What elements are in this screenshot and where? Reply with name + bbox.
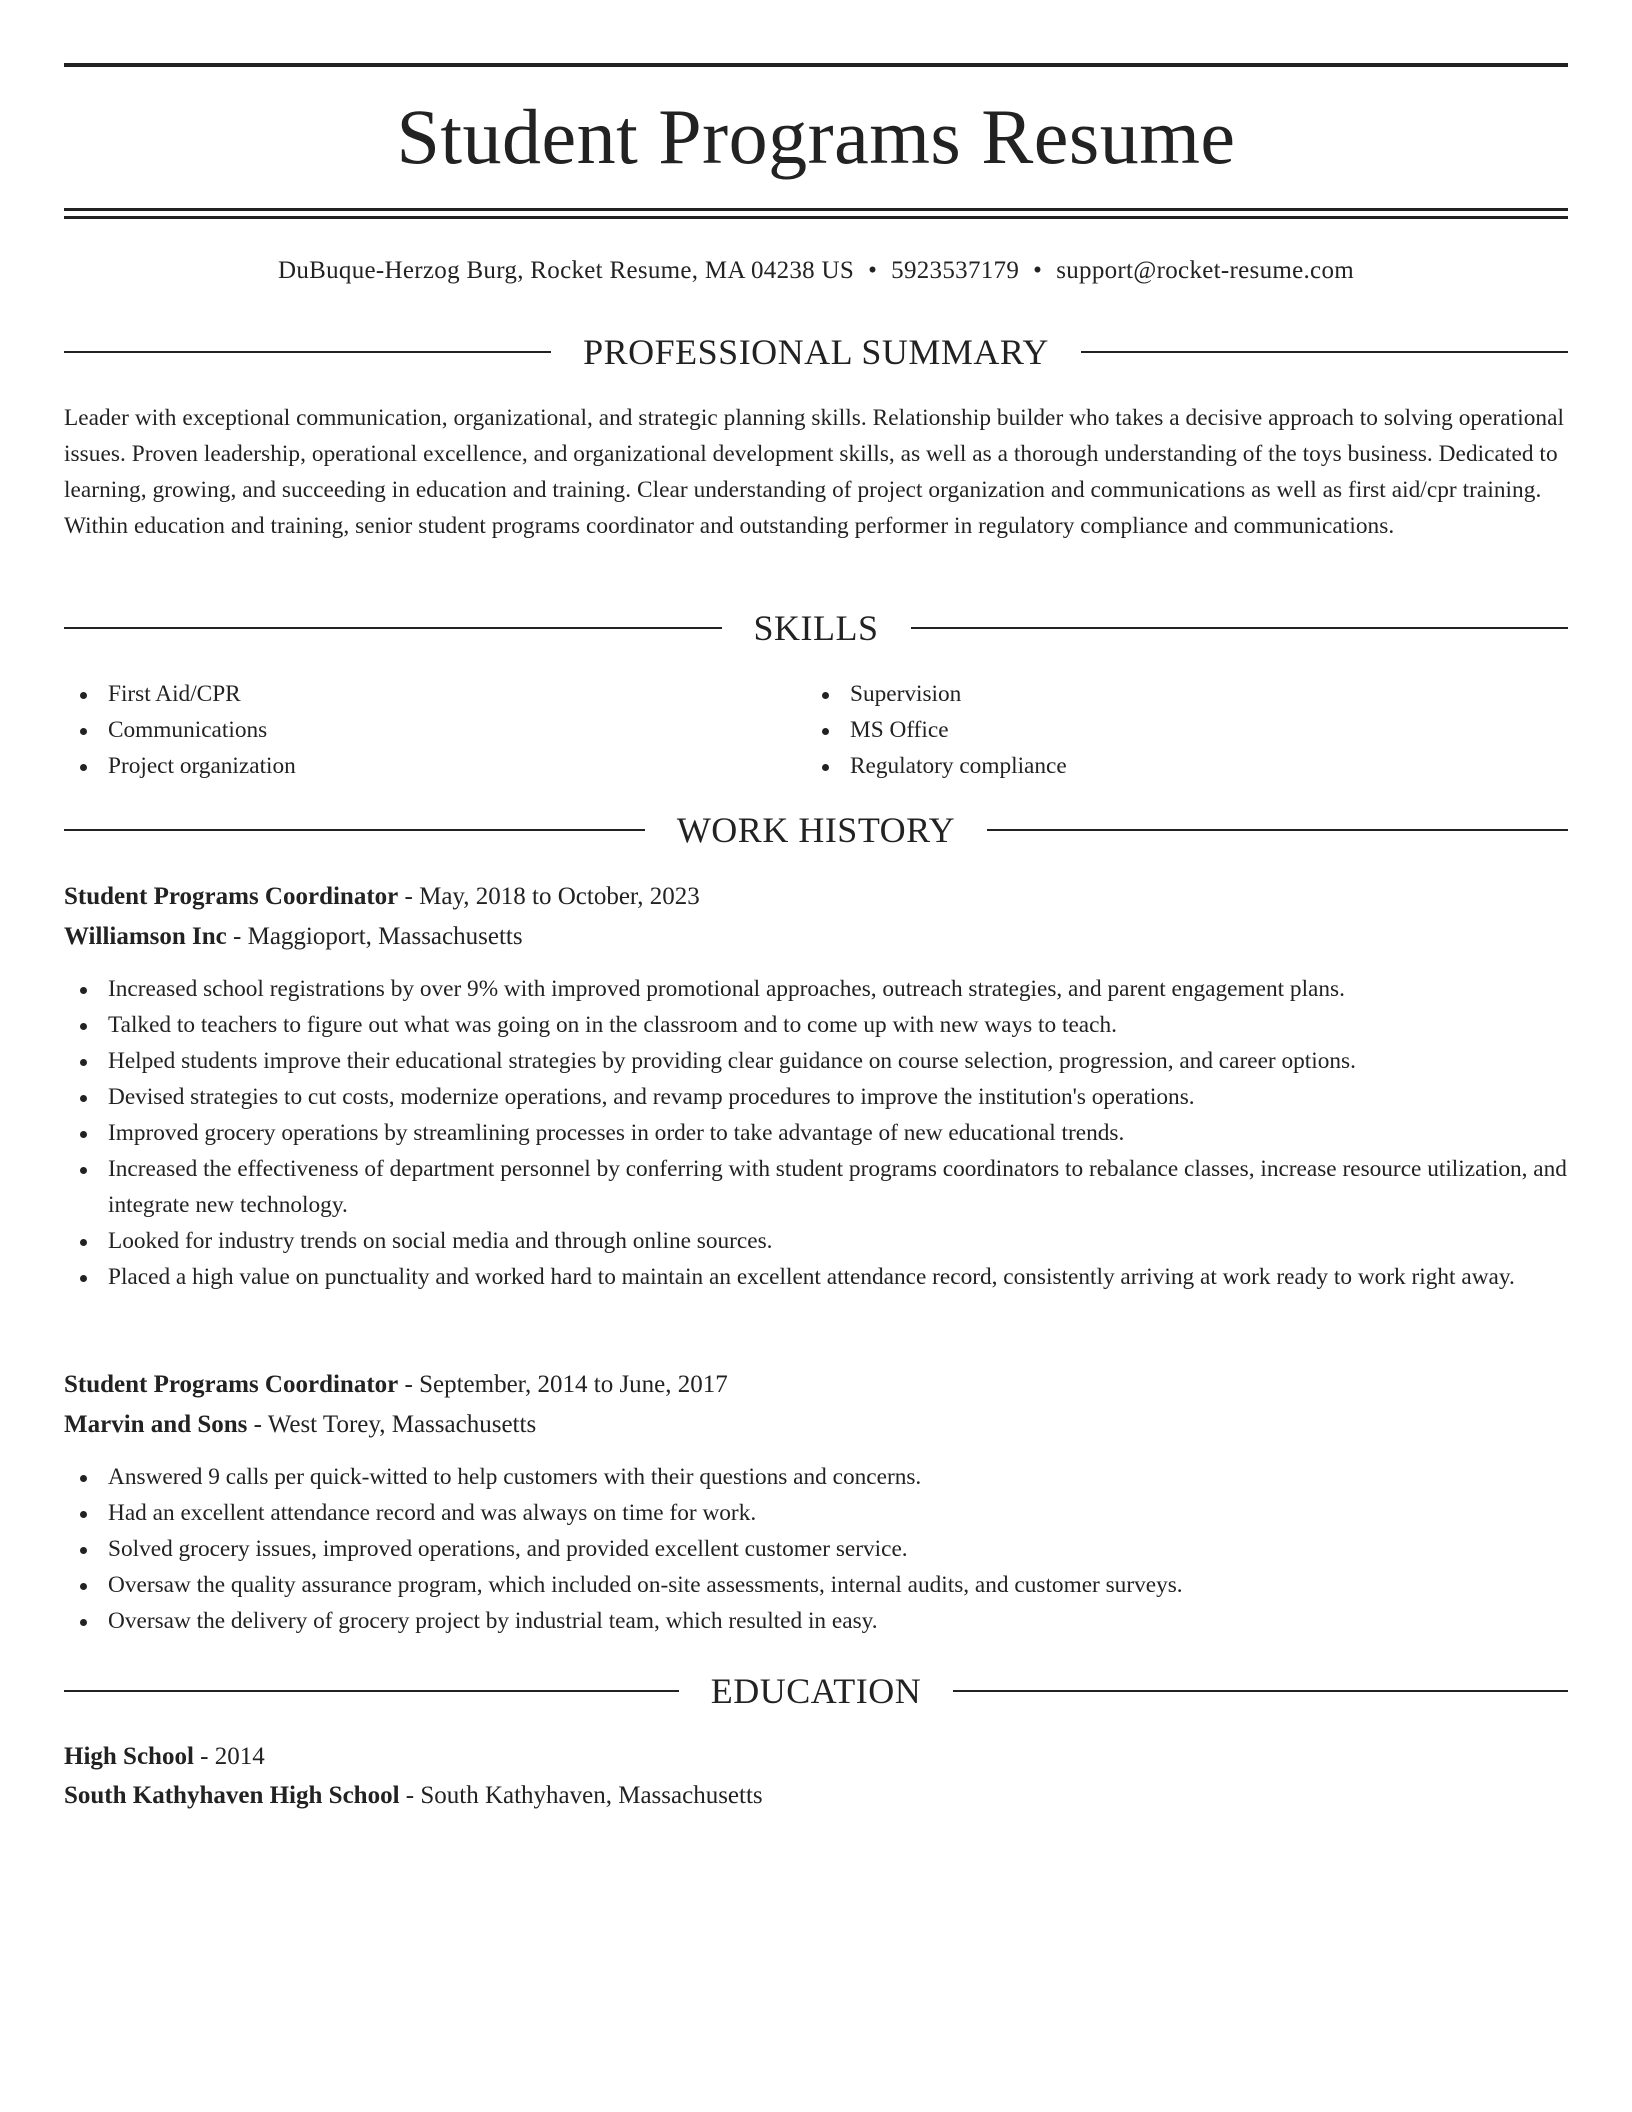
section-heading-skills xyxy=(64,606,1568,650)
job-company-line xyxy=(64,919,1568,955)
skill-item: Regulatory compliance xyxy=(806,748,1506,784)
heading-rule xyxy=(64,1690,679,1692)
contact-address: DuBuque-Herzog Burg, Rocket Resume, MA 04238 US xyxy=(277,257,855,284)
job-bullet: Oversaw the quality assurance program, which included on-site assessments, internal audits, and customer surveys. xyxy=(64,1567,1568,1603)
education-degree-line xyxy=(64,1739,1568,1775)
education-year: - 2014 xyxy=(193,1743,265,1770)
heading-rule xyxy=(1081,351,1568,353)
heading-rule xyxy=(911,627,1569,629)
education-degree: High School xyxy=(64,1743,194,1770)
job-bullets xyxy=(64,971,1568,1295)
section-title: PROFESSIONAL SUMMARY xyxy=(583,332,1049,372)
job-bullet: Increased school registrations by over 9% with improved promotional approaches, outreach strategies, and parent engagement plans. xyxy=(64,971,1568,1007)
skill-item: Communications xyxy=(64,712,764,748)
skill-item: Supervision xyxy=(806,676,1506,712)
heading-rule xyxy=(987,829,1568,831)
job-bullet: Devised strategies to cut costs, modernize operations, and revamp procedures to improve the institution's operations. xyxy=(64,1079,1568,1115)
section-heading-work xyxy=(64,808,1568,852)
job-bullet: Talked to teachers to figure out what was going on in the classroom and to come up with new ways to teach. xyxy=(64,1007,1568,1043)
heading-rule xyxy=(64,351,551,353)
job-bullet: Placed a high value on punctuality and worked hard to maintain an excellent attendance record, consistently arriving at work ready to work right away. xyxy=(64,1259,1568,1295)
job-dates: - September, 2014 to June, 2017 xyxy=(398,1371,728,1398)
job-dates: - May, 2018 to October, 2023 xyxy=(398,883,700,910)
job-bullets xyxy=(64,1459,1568,1639)
heading-rule xyxy=(953,1690,1568,1692)
job-bullet: Improved grocery operations by streamlining processes in order to take advantage of new educational trends. xyxy=(64,1115,1568,1151)
section-heading-education xyxy=(64,1669,1568,1713)
job-title: Student Programs Coordinator xyxy=(64,883,399,910)
education-location: - South Kathyhaven, Massachusetts xyxy=(399,1782,763,1809)
job-bullet: Increased the effectiveness of department personnel by conferring with student programs coordinators to rebalance classes, increase resource utilization, and integrate new technology. xyxy=(64,1151,1568,1223)
job-bullet: Looked for industry trends on social media and through online sources. xyxy=(64,1223,1568,1259)
job-bullet: Had an excellent attendance record and was always on time for work. xyxy=(64,1495,1568,1531)
title-rule-upper xyxy=(64,208,1568,211)
contact-separator: • xyxy=(868,257,878,284)
job-bullet: Helped students improve their educational strategies by providing clear guidance on course selection, progression, and career options. xyxy=(64,1043,1568,1079)
contact-line xyxy=(64,253,1568,289)
contact-email: support@rocket-resume.com xyxy=(1056,257,1354,284)
job-bullet: Oversaw the delivery of grocery project by industrial team, which resulted in easy. xyxy=(64,1603,1568,1639)
heading-rule xyxy=(64,829,645,831)
job-location: - Maggioport, Massachusetts xyxy=(226,923,523,950)
title-rule-lower xyxy=(64,216,1568,219)
skill-item: Project organization xyxy=(64,748,764,784)
skill-item: First Aid/CPR xyxy=(64,676,764,712)
contact-phone: 5923537179 xyxy=(891,257,1020,284)
job-title-line xyxy=(64,1367,1568,1403)
section-heading-summary xyxy=(64,330,1568,374)
summary-text: Leader with exceptional communication, organizational, and strategic planning skills. Relationship builder who takes a decisive approach to solving operational issues. Proven leadership, operational excellence, and organizational development skills, as well as a thorough understanding of the toys business. Dedicated to learning, growing, and succeeding in education and training. Clear understanding of project organization and communications as well as first aid/cpr training. Within education and training, senior student programs coordinator and outstanding performer in regulatory compliance and communications. xyxy=(64,405,1565,539)
job-company-line xyxy=(64,1407,1568,1443)
job-title-line xyxy=(64,879,1568,915)
skills-list-right xyxy=(806,676,1506,784)
section-title: SKILLS xyxy=(753,608,879,648)
education-school: South Kathyhaven High School xyxy=(64,1782,400,1809)
top-rule xyxy=(64,63,1568,67)
job-company: Williamson Inc xyxy=(64,923,227,950)
resume-title: Student Programs Resume xyxy=(396,93,1236,180)
section-title: WORK HISTORY xyxy=(676,810,956,850)
section-title: EDUCATION xyxy=(710,1671,922,1711)
job-title: Student Programs Coordinator xyxy=(64,1371,399,1398)
skills-list-left xyxy=(64,676,764,784)
heading-rule xyxy=(64,627,722,629)
job-bullet: Answered 9 calls per quick-witted to help customers with their questions and concerns. xyxy=(64,1459,1568,1495)
job-location: - West Torey, Massachusetts xyxy=(247,1411,537,1438)
skill-item: MS Office xyxy=(806,712,1506,748)
job-bullet: Solved grocery issues, improved operations, and provided excellent customer service. xyxy=(64,1531,1568,1567)
contact-separator: • xyxy=(1033,257,1043,284)
education-school-line xyxy=(64,1778,1568,1814)
job-company: Marvin and Sons xyxy=(64,1411,248,1438)
